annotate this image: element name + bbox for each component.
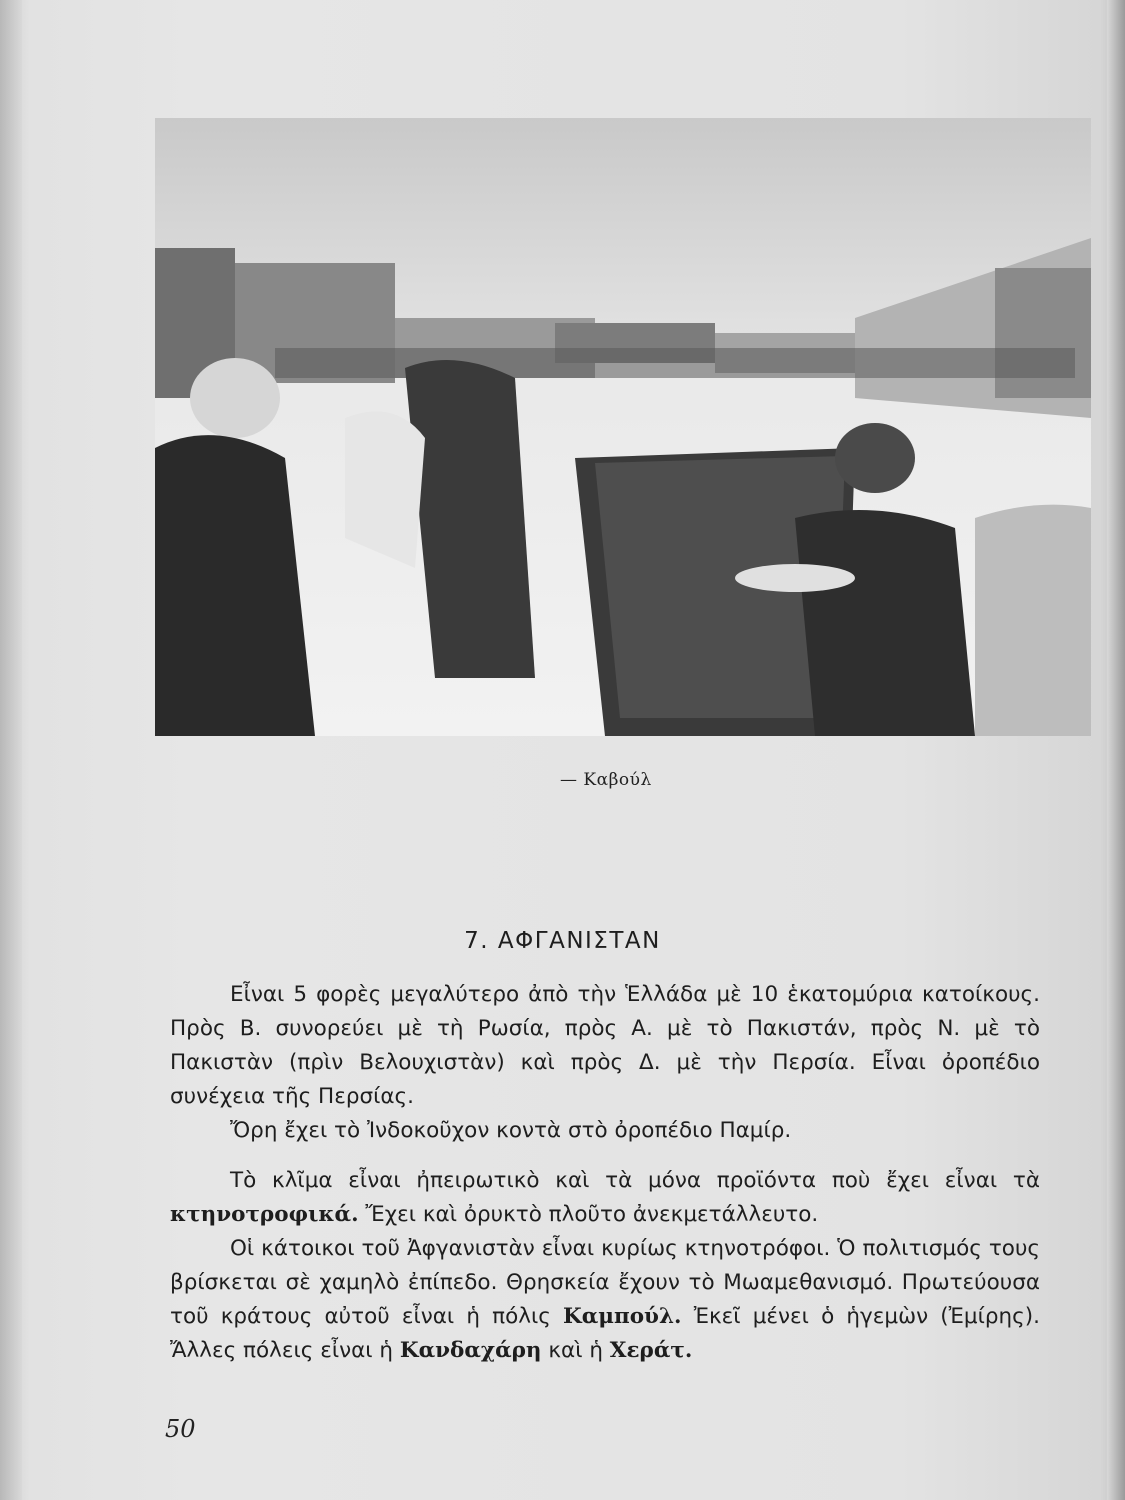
street-market-photo-icon [155, 118, 1091, 736]
page-binding-edge [0, 0, 22, 1500]
paragraph-borders: Εἶναι 5 φορὲς μεγαλύτερο ἀπὸ τὴν Ἑλλάδα μὲ 10 ἑκατομύρια κατοίκους. Πρὸς Β. συνορεύει μὲ τὴ Ρωσία, πρὸς Α. μὲ τὸ Πακιστάν, πρὸς Ν. μὲ τὸ Πακιστὰν (πρὶν Βελουχιστὰν) καὶ πρὸς Δ. μὲ τὴν Περσία. Εἶναι ὀροπέδιο συνέχεια τῆς Περσίας. [170, 982, 1040, 1109]
kabul-street-photo [155, 118, 1091, 736]
bold-city-herat: Χεράτ. [609, 1338, 693, 1363]
page-right-edge [1107, 0, 1125, 1500]
body-text [170, 978, 1040, 1368]
bold-term: κτηνοτροφικά. [170, 1202, 359, 1227]
paragraph-climate: Τὸ κλῖμα εἶναι ἠπειρωτικὸ καὶ τὰ μόνα προϊόντα ποὺ ἔχει εἶναι τὰ κτηνοτροφικά. Ἔχει καὶ ὀρυκτὸ πλοῦτο ἀνεκμετάλλευτο. [170, 1168, 1040, 1227]
page-number: 50 [165, 1415, 196, 1443]
bold-city-kabul: Καμπούλ. [563, 1304, 682, 1329]
chapter-title: 7. ΑΦΓΑΝΙΣΤΑΝ [464, 928, 661, 954]
photo-caption: — Καβούλ [560, 770, 652, 790]
paragraph-mountains: Ὄρη ἔχει τὸ Ἰνδοκοῦχον κοντὰ στὸ ὀροπέδιο Παμίρ. [230, 1118, 792, 1143]
bold-city-kandahar: Κανδαχάρη [399, 1338, 542, 1363]
paragraph-inhabitants: Οἱ κάτοικοι τοῦ Ἀφγανιστὰν εἶναι κυρίως κτηνοτρόφοι. Ὁ πολιτισμός τους βρίσκεται σὲ χαμηλὸ ἐπίπεδο. Θρησκεία ἔχουν τὸ Μωαμεθανισμό. Πρωτεύουσα τοῦ κράτους αὐτοῦ εἶναι ἡ πόλις Καμπούλ. Ἐκεῖ μένει ὁ ἡγεμὼν (Ἐμίρης). Ἄλλες πόλεις εἶναι ἡ Κανδαχάρη καὶ ἡ Χεράτ. [170, 1236, 1040, 1363]
